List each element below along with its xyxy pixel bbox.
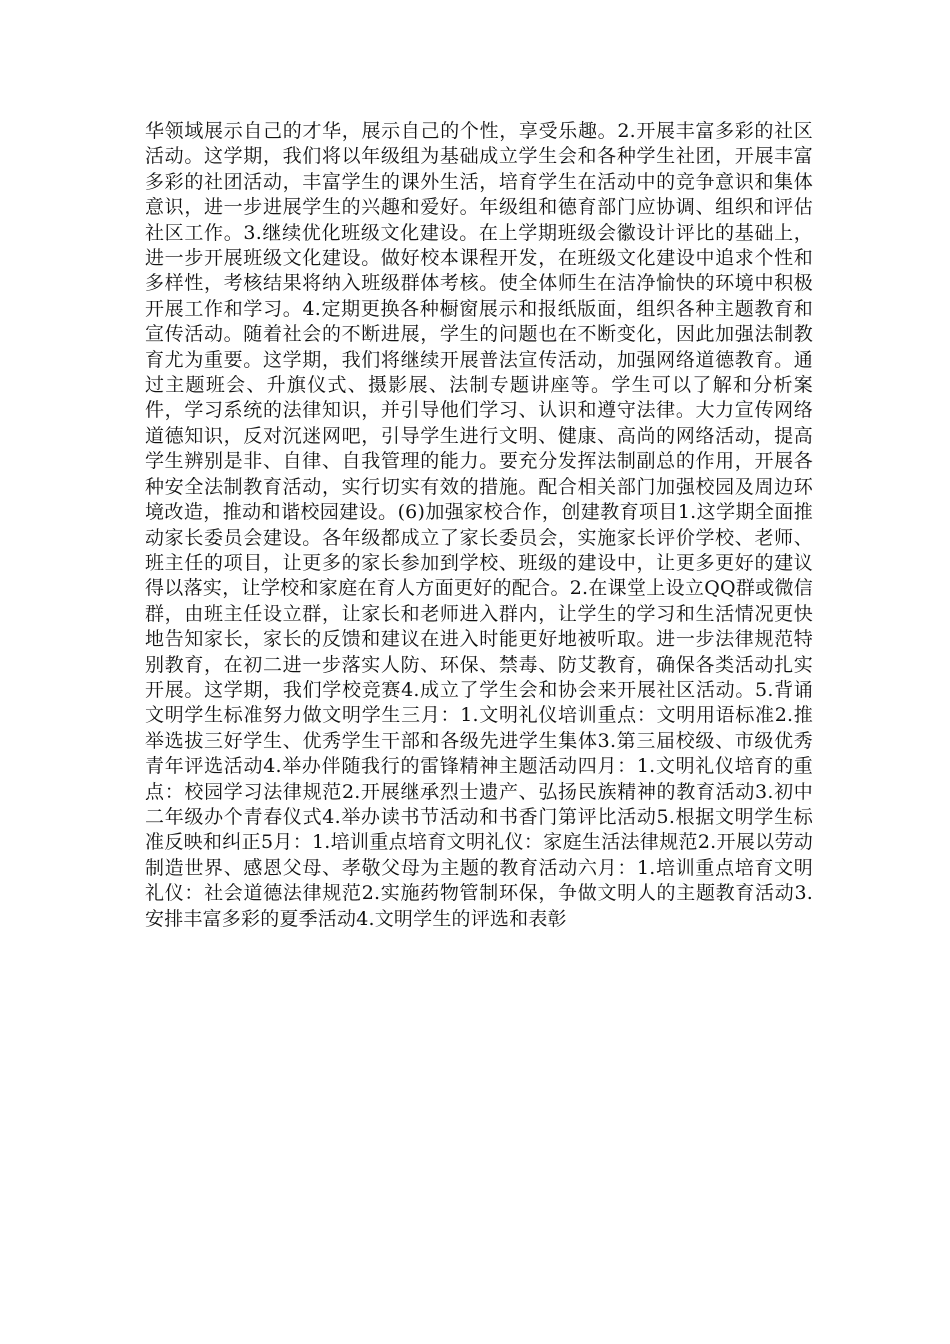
body-paragraph: 华领域展示自己的才华，展示自己的个性，享受乐趣。2.开展丰富多彩的社区活动。这学期，我们将以年级组为基础成立学生会和各种学生社团，开展丰富多彩的社团活动，丰富学生的课外生活，培育学生在活动中的竞争意识和集体意识，进一步进展学生的兴趣和爱好。年级组和德育部门应协调、组织和评估社区工作。3.继续优化班级文化建设。在上学期班级会徽设计评比的基础上，进一步开展班级文化建设。做好校本课程开发，在班级文化建设中追求个性和多样性，考核结果将纳入班级群体考核。使全体师生在洁净愉快的环境中积极开展工作和学习。4.定期更换各种橱窗展示和报纸版面，组织各种主题教育和宣传活动。随着社会的不断进展，学生的问题也在不断变化，因此加强法制教育尤为重要。这学期，我们将继续开展普法宣传活动，加强网络道德教育。通过主题班会、升旗仪式、摄影展、法制专题讲座等。学生可以了解和分析案件，学习系统的法律知识，并引导他们学习、认识和遵守法律。大力宣传网络道德知识，反对沉迷网吧，引导学生进行文明、健康、高尚的网络活动，提高学生辨别是非、自律、自我管理的能力。要充分发挥法制副总的作用，开展各种安全法制教育活动，实行切实有效的措施。配合相关部门加强校园及周边环境改造，推动和谐校园建设。(6)加强家校合作，创建教育项目1.这学期全面推动家长委员会建设。各年级都成立了家长委员会，实施家长评价学校、老师、班主任的项目，让更多的家长参加到学校、班级的建设中，让更多更好的建议得以落实，让学校和家庭在育人方面更好的配合。2.在课堂上设立QQ群或微信群，由班主任设立群，让家长和老师进入群内，让学生的学习和生活情况更快地告知家长，家长的反馈和建议在进入时能更好地被听取。进一步法律规范特别教育，在初二进一步落实人防、环保、禁毒、防艾教育，确保各类活动扎实开展。这学期，我们学校竞赛4.成立了学生会和协会来开展社区活动。5.背诵文明学生标准努力做文明学生三月：1.文明礼仪培训重点：文明用语标准2.推举选拔三好学生、优秀学生干部和各级先进学生集体3.第三届校级、市级优秀青年评选活动4.举办伴随我行的雷锋精神主题活动四月：1.文明礼仪培育的重点：校园学习法律规范2.开展继承烈士遗产、弘扬民族精神的教育活动3.初中二年级办个青春仪式4.举办读书节活动和书香门第评比活动5.根据文明学生标准反映和纠正5月：1.培训重点培育文明礼仪：家庭生活法律规范2.开展以劳动制造世界、感恩父母、孝敬父母为主题的教育活动六月：1.培训重点培育文明礼仪：社会道德法律规范2.实施药物管制环保，争做文明人的主题教育活动3.安排丰富多彩的夏季活动4.文明学生的评选和表彰: [145, 120, 813, 930]
